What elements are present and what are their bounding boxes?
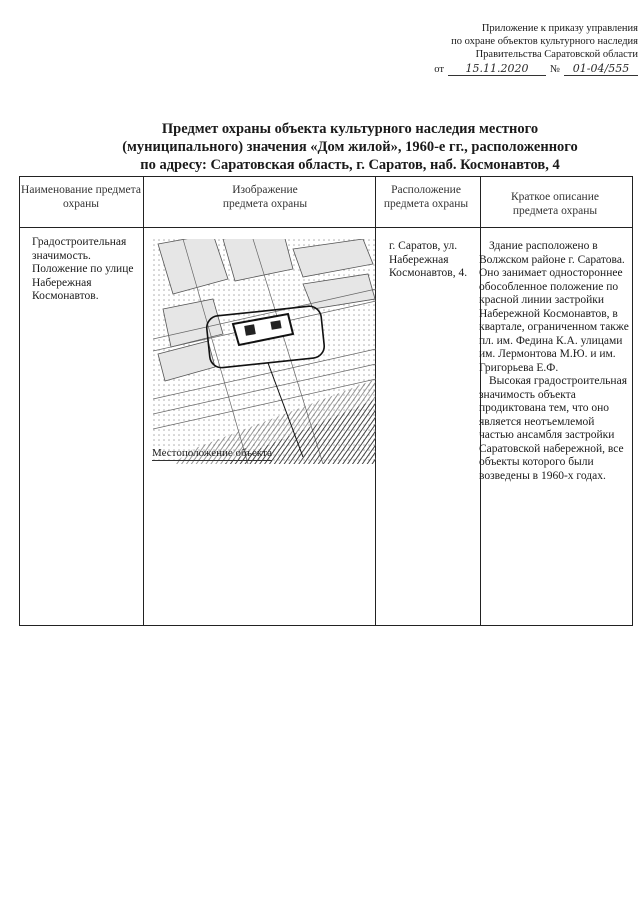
description-paragraph-1: Здание расположено в Волжском районе г. Саратова. Оно занимает одностороннее обособленное положение по красной линии застройки Набережной Космонавтов, в квартале, ограниченном также пл. им. Федина К.А. улицами им. Лермонтова М.Ю. и им. Григорьева Е.Ф. [479,240,629,374]
cell-location: г. Саратов, ул. Набережная Космонавтов, 4. [389,240,468,279]
order-number: 01-04/555 [564,62,638,76]
attachment-line-2: по охране объектов культурного наследия [451,36,638,47]
document-title [70,120,630,174]
header-row-divider [20,227,632,228]
map-drawing [153,239,376,464]
description-paragraph-2: Высокая градостроительная значимость объекта продиктована тем, что оно является неотъемлемой частью ансамбля застройки Саратовской набережной, все объекты которого были возведены в 1960-х годах. [479,375,627,482]
title-line-1: Предмет охраны объекта культурного наследия местного [161,121,539,137]
attachment-line-3: Правительства Саратовской области [475,49,638,60]
image-caption: Местоположение объекта [152,447,272,459]
header-description: Краткое описание предмета охраны [511,191,599,217]
header-location: Расположение предмета охраны [383,184,469,210]
title-line-2: (муниципального) значения «Дом жилой», 1960-е гг., расположенного [122,139,578,155]
header-name: Наименование предмета охраны [21,184,141,210]
order-attachment-note [378,22,638,76]
cell-subject-name: Градостроительная значимость. Положение по улице Набережная Космонавтов. [32,236,134,302]
number-prefix: № [549,64,560,75]
date-prefix: от [434,64,444,75]
column-divider [143,177,144,625]
location-map-image [153,239,376,464]
order-date-number [378,62,638,76]
order-date: 15.11.2020 [448,62,546,76]
title-line-3: по адресу: Саратовская область, г. Саратов, наб. Космонавтов, 4 [140,157,560,173]
attachment-line-1: Приложение к приказу управления [481,23,638,34]
header-image: Изображение предмета охраны [222,184,308,210]
cell-description [479,240,629,483]
